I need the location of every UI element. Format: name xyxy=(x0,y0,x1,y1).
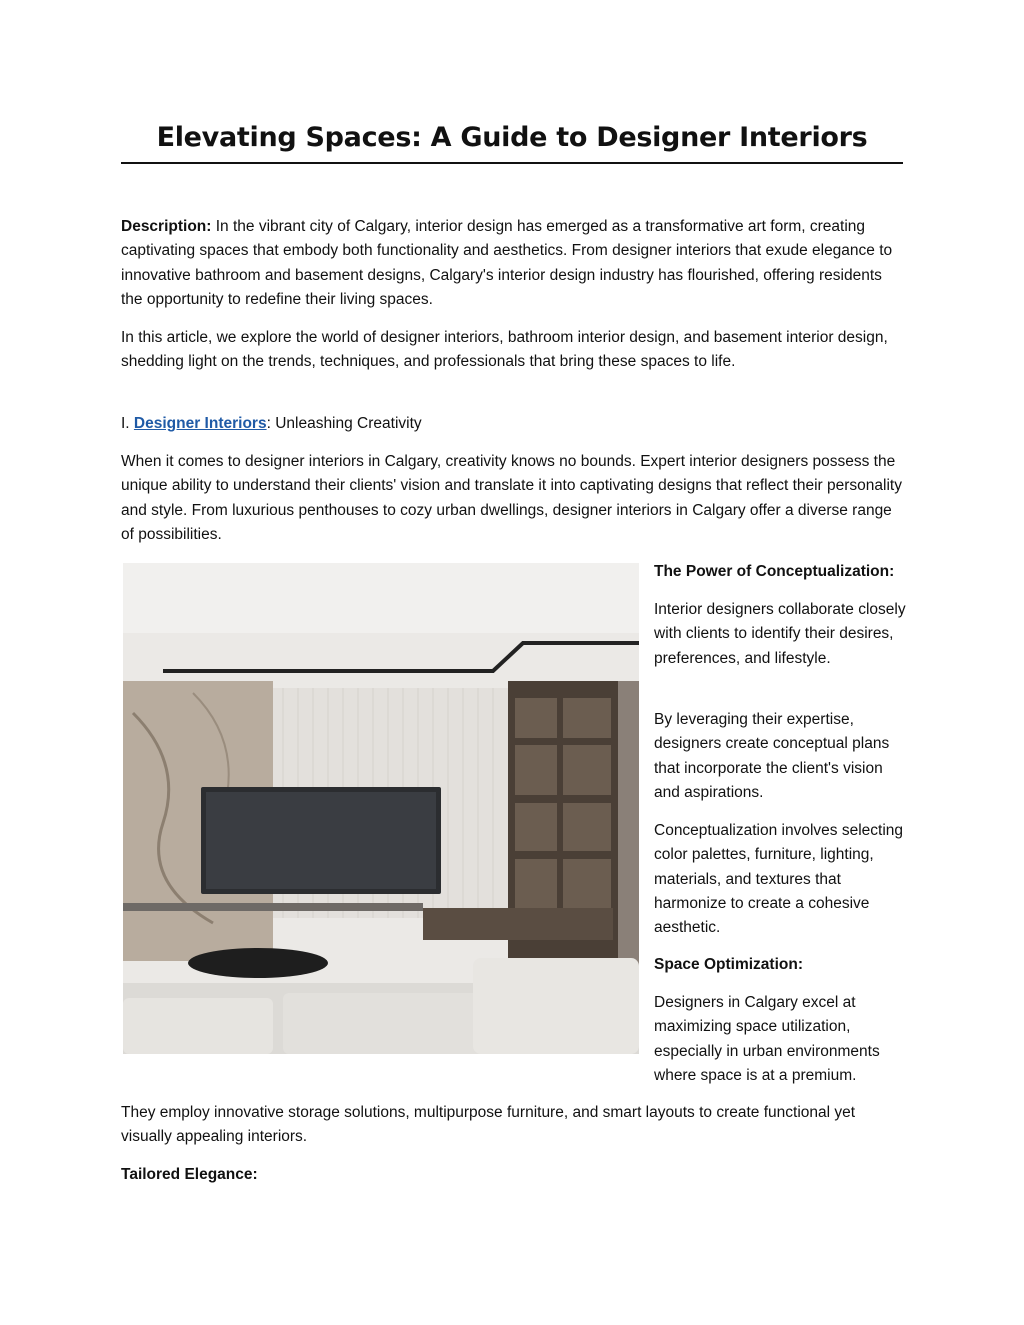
tailored-elegance-heading: Tailored Elegance: xyxy=(121,1166,258,1183)
description-text: In the vibrant city of Calgary, interior design has emerged as a transformative art form, creating captivating spaces that embody both functionality and aesthetics. From designer interiors that exude elegance to innovative bathroom and basement designs, Calgary's interior design industry has flourished, offering residents the opportunity to redefine their living spaces. xyxy=(121,218,893,308)
sidebar-paragraph-1: Interior designers collaborate closely with clients to identify their desires, preferences, and lifestyle. xyxy=(654,601,906,667)
sidebar-paragraph-4: Designers in Calgary excel at maximizing space utilization, especially in urban environments where space is at a premium. xyxy=(654,994,880,1084)
conceptualization-heading: The Power of Conceptualization: xyxy=(654,563,895,580)
space-optimization-heading: Space Optimization: xyxy=(654,956,803,973)
intro-paragraph: In this article, we explore the world of designer interiors, bathroom interior design, and basement interior design, shedding light on the trends, techniques, and professionals that bring these spaces to life. xyxy=(121,329,888,371)
living-room-photo xyxy=(123,563,639,1054)
page-title: Elevating Spaces: A Guide to Designer Interiors xyxy=(156,122,868,153)
section-heading xyxy=(121,412,903,436)
title-rule xyxy=(121,162,903,164)
designer-interiors-link[interactable]: Designer Interiors xyxy=(133,415,267,432)
sidebar-paragraph-3: Conceptualization involves selecting color palettes, furniture, lighting, materials, and textures that harmonize to create a cohesive aesthetic. xyxy=(654,822,904,937)
section-prefix: I. xyxy=(121,415,134,432)
body-paragraph-1: When it comes to designer interiors in Calgary, creativity knows no bounds. Expert interior designers possess the unique ability to understand their clients' vision and translate it into captivating designs that reflect their personality and style. From luxurious penthouses to cozy urban dwellings, designer interiors in Calgary offer a diverse range of possibilities. xyxy=(121,453,902,543)
section-suffix: : Unleashing Creativity xyxy=(266,415,422,432)
sidebar-paragraph-2: By leveraging their expertise, designers create conceptual plans that incorporate the client's vision and aspirations. xyxy=(654,711,890,801)
body-paragraph-2: They employ innovative storage solutions, multipurpose furniture, and smart layouts to create functional yet visually appealing interiors. xyxy=(121,1104,856,1146)
description-paragraph xyxy=(121,215,903,312)
description-label: Description: xyxy=(121,218,212,235)
